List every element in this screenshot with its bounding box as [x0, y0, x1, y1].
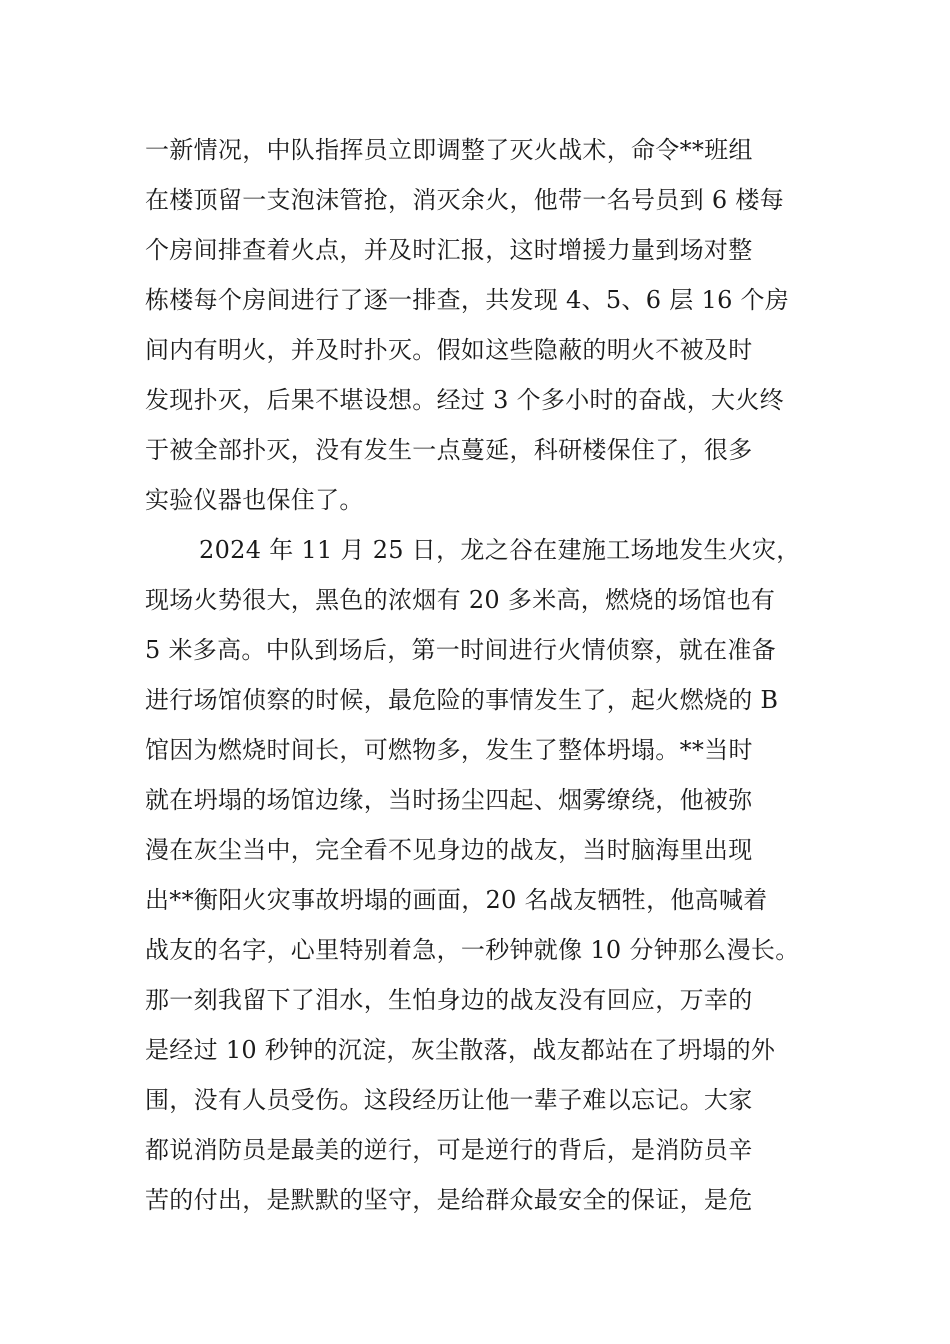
text-line: 个房间排查着火点，并及时汇报，这时增援力量到场对整 — [145, 236, 753, 264]
text-line: 于被全部扑灭，没有发生一点蔓延，科研楼保住了，很多 — [145, 436, 753, 464]
text-line: 发现扑灭，后果不堪设想。经过 3 个多小时的奋战，大火终 — [145, 386, 784, 414]
text-line: 是经过 10 秒钟的沉淀，灰尘散落，战友都站在了坍塌的外 — [145, 1036, 776, 1064]
text-line: 间内有明火，并及时扑灭。假如这些隐蔽的明火不被及时 — [145, 336, 753, 364]
text-line: 现场火势很大，黑色的浓烟有 20 多米高，燃烧的场馆也有 — [145, 586, 776, 614]
text-line: 一新情况，中队指挥员立即调整了灭火战术，命令**班组 — [145, 136, 753, 164]
text-line: 都说消防员是最美的逆行，可是逆行的背后，是消防员辛 — [145, 1136, 753, 1164]
text-line: 馆因为燃烧时间长，可燃物多，发生了整体坍塌。**当时 — [145, 736, 753, 764]
text-line: 5 米多高。中队到场后，第一时间进行火情侦察，就在准备 — [145, 636, 776, 664]
text-line: 在楼顶留一支泡沫管抢，消灭余火，他带一名号员到 6 楼每 — [145, 186, 784, 214]
text-line: 栋楼每个房间进行了逐一排查，共发现 4、5、6 层 16 个房 — [145, 286, 790, 314]
text-line: 围，没有人员受伤。这段经历让他一辈子难以忘记。大家 — [145, 1086, 753, 1114]
text-line: 实验仪器也保住了。 — [145, 486, 364, 514]
text-line: 进行场馆侦察的时候，最危险的事情发生了，起火燃烧的 B — [145, 686, 779, 714]
text-line: 出**衡阳火灾事故坍塌的画面，20 名战友牺牲，他高喊着 — [145, 886, 768, 914]
text-line: 苦的付出，是默默的坚守，是给群众最安全的保证，是危 — [145, 1186, 753, 1214]
text-line: 那一刻我留下了泪水，生怕身边的战友没有回应，万幸的 — [145, 986, 753, 1014]
text-line: 就在坍塌的场馆边缘，当时扬尘四起、烟雾缭绕，他被弥 — [145, 786, 753, 814]
text-line: 漫在灰尘当中，完全看不见身边的战友，当时脑海里出现 — [145, 836, 753, 864]
paragraph-first-line: 2024 年 11 月 25 日，龙之谷在建施工场地发生火灾， — [199, 536, 801, 564]
text-line: 战友的名字，心里特别着急，一秒钟就像 10 分钟那么漫长。 — [145, 936, 800, 964]
